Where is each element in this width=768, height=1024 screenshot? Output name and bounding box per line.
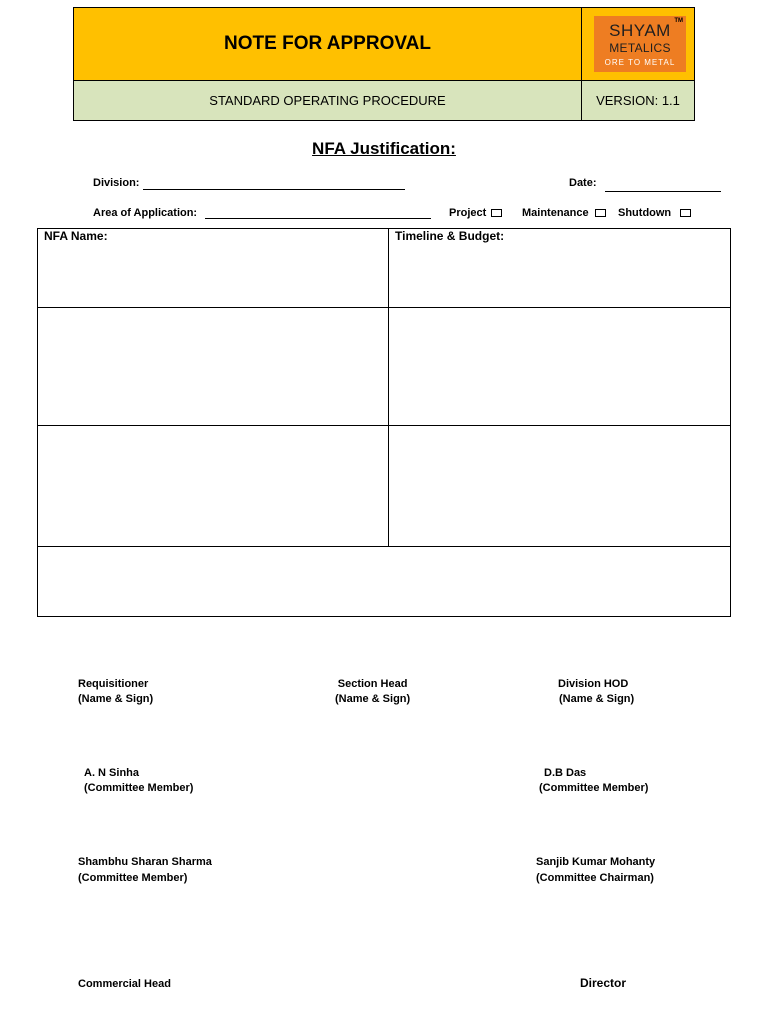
signature-section-head (335, 677, 410, 707)
commercial-head-title: Commercial Head (78, 978, 171, 990)
shambhu-title: Shambhu Sharan Sharma (78, 856, 212, 868)
signature-commercial-head (78, 977, 171, 992)
header-table (73, 7, 695, 121)
shambhu-sub: (Committee Member) (78, 872, 188, 884)
header-subtitle: STANDARD OPERATING PROCEDURE (74, 81, 582, 120)
project-checkbox[interactable] (491, 209, 502, 217)
logo-text-shyam: SHYAM (609, 21, 671, 40)
section-head-title: Section Head (337, 678, 408, 690)
signature-shambhu (78, 855, 212, 886)
table-cell-bottom[interactable] (37, 546, 731, 617)
signature-director (580, 976, 626, 991)
an-sinha-sub: (Committee Member) (84, 782, 194, 794)
option-maintenance-label: Maintenance (522, 207, 589, 219)
an-sinha-title: A. N Sinha (84, 767, 140, 779)
nfa-justification-title-text: NFA Justification: (312, 139, 456, 158)
nfa-name-cell[interactable] (37, 228, 389, 308)
logo-text-metalics: METALICS (609, 41, 671, 55)
division-hod-sub: (Name & Sign) (559, 693, 635, 705)
sanjib-sub: (Committee Chairman) (536, 872, 654, 884)
nfa-name-label: NFA Name: (44, 229, 108, 243)
table-cell-r2c1[interactable] (37, 307, 389, 426)
signature-requisitioner (78, 677, 153, 707)
signature-db-das (539, 766, 648, 796)
area-of-application-label: Area of Application: (93, 207, 198, 219)
timeline-budget-label: Timeline & Budget: (395, 229, 505, 243)
option-project-label: Project (449, 207, 487, 219)
page-title: NOTE FOR APPROVAL (224, 33, 431, 54)
logo-trademark: TM (674, 18, 683, 24)
nfa-justification-title (0, 139, 768, 159)
signature-division-hod (558, 677, 634, 707)
shutdown-checkbox[interactable] (680, 209, 691, 217)
division-hod-title: Division HOD (558, 678, 629, 690)
nfa-table (37, 228, 731, 617)
header-version: VERSION: 1.1 (582, 81, 694, 120)
signature-an-sinha (84, 766, 193, 796)
db-das-sub: (Committee Member) (539, 782, 649, 794)
header-title-cell (74, 8, 582, 81)
requisitioner-sub: (Name & Sign) (78, 693, 154, 705)
director-title: Director (580, 976, 627, 990)
table-cell-r3c2[interactable] (388, 425, 731, 547)
date-label: Date: (569, 177, 597, 189)
table-cell-r2c2[interactable] (388, 307, 731, 426)
company-logo (594, 16, 686, 72)
maintenance-checkbox[interactable] (595, 209, 606, 217)
division-input-line[interactable] (143, 189, 405, 190)
header-logo-cell (582, 8, 694, 81)
division-label: Division: (93, 177, 140, 189)
logo-tagline: ORE TO METAL (604, 58, 676, 67)
sanjib-title: Sanjib Kumar Mohanty (536, 856, 656, 868)
signature-sanjib (536, 855, 655, 886)
table-cell-r3c1[interactable] (37, 425, 389, 547)
date-input-line[interactable] (605, 191, 721, 192)
db-das-title: D.B Das (544, 767, 587, 779)
timeline-budget-cell[interactable] (388, 228, 731, 308)
requisitioner-title: Requisitioner (78, 678, 149, 690)
section-head-sub: (Name & Sign) (335, 693, 411, 705)
area-input-line[interactable] (205, 218, 431, 219)
option-shutdown-label: Shutdown (618, 207, 672, 219)
